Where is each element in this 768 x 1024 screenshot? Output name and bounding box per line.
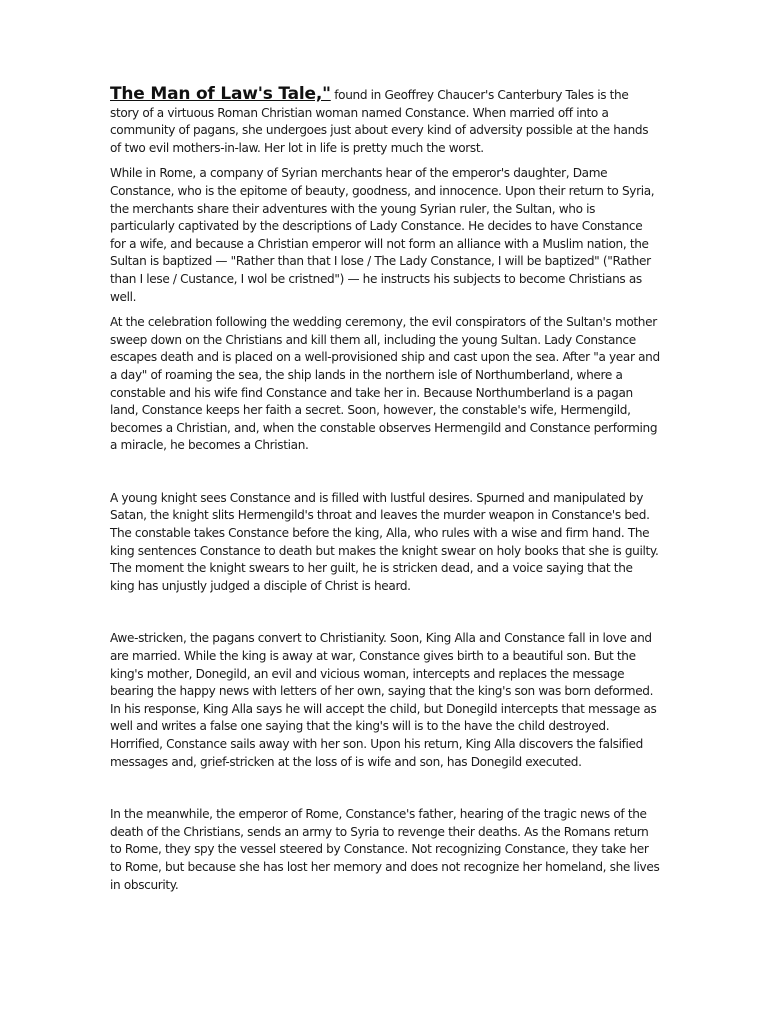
paragraph-young-knight: A young knight sees Constance and is filled with lustful desires. Spurned and manipulated by Satan, the knight slits Hermengild's throat and leaves the murder weapon in Constance's bed. The constable takes Constance before the king, Alla, who rules with a wise and firm hand. The king sentences Constance to death but makes the knight swear on holy books that she is guilty. The moment the knight swears to her guilt, he is stricken dead, and a voice saying that the king has unjustly judged a disciple of Christ is heard. [110, 490, 659, 593]
intro-paragraph [110, 86, 660, 157]
paragraph-emperor-of-rome: In the meanwhile, the emperor of Rome, Constance's father, hearing of the tragic news of the death of the Christians, sends an army to Syria to revenge their deaths. As the Romans return to Rome, they spy the vessel steered by Constance. Not recognizing Constance, they take her to Rome, but because she has lost her memory and does not recognize her homeland, she lives in obscurity. [110, 807, 660, 892]
paragraph-awe-stricken: Awe-stricken, the pagans convert to Christianity. Soon, King Alla and Constance fall in love and are married. While the king is away at war, Constance gives birth to a beautiful son. But the king's mother, Donegild, an evil and vicious woman, intercepts and replaces the message bearing the happy news with letters of her own, saying that the king's son was born deformed. In his response, King Alla says he will accept the child, but Donegild intercepts that message as well and writes a false one saying that the king's will is to the have the child destroyed. Horrified, Constance sails away with her son. Upon his return, King Alla discovers the falsified messages and, grief-stricken at the loss of is wife and son, has Donegild executed. [110, 631, 657, 769]
paragraph-wedding-celebration: At the celebration following the wedding ceremony, the evil conspirators of the Sultan's mother sweep down on the Christians and kill them all, including the young Sultan. Lady Constance escapes death and is placed on a well-provisioned ship and cast upon the sea. After "a year and a day" of roaming the sea, the ship lands in the northern isle of Northumberland, where a constable and his wife find Constance and take her in. Because Northumberland is a pagan land, Constance keeps her faith a secret. Soon, however, the constable's wife, Hermengild, becomes a Christian, and, when the constable observes Hermengild and Constance performing a miracle, he becomes a Christian. [110, 315, 660, 453]
document-page [110, 86, 660, 894]
document-title: The Man of Law's Tale," [110, 84, 331, 104]
intro-text: found in Geoffrey Chaucer's Canterbury Tales is the story of a virtuous Roman Christian woman named Constance. When married off into a community of pagans, she undergoes just about every kind of adversity possible at the hands of two evil mothers-in-law. Her lot in life is pretty much the worst. [110, 88, 649, 155]
paragraph-syrian-merchants: While in Rome, a company of Syrian merchants hear of the emperor's daughter, Dame Constance, who is the epitome of beauty, goodness, and innocence. Upon their return to Syria, the merchants share their adventures with the young Syrian ruler, the Sultan, who is particularly captivated by the descriptions of Lady Constance. He decides to have Constance for a wife, and because a Christian emperor will not form an alliance with a Muslim nation, the Sultan is baptized — "Rather than that I lose / The Lady Constance, I will be baptized" ("Rather than I lese / Custance, I wol be cristned") — he instructs his subjects to become Christians as well. [110, 166, 655, 304]
